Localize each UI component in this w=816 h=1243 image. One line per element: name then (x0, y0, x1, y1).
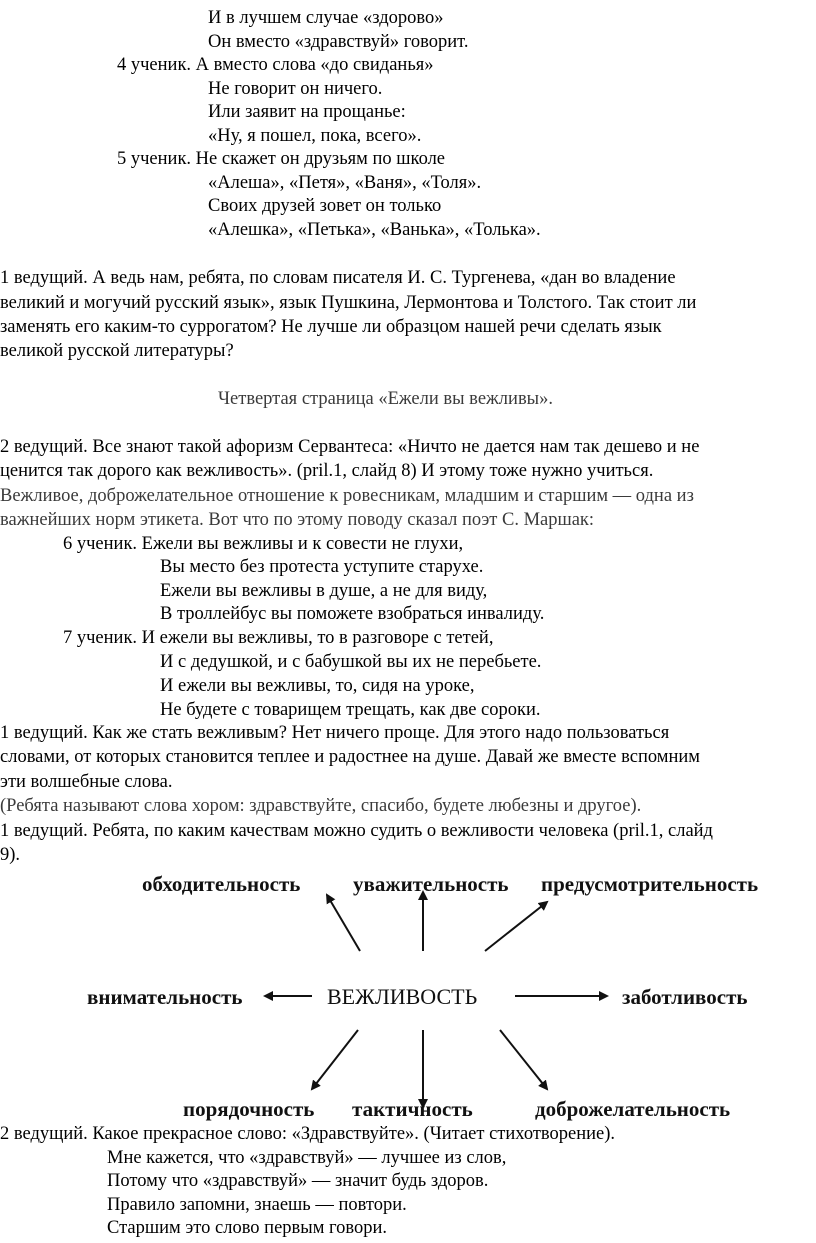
quality-label: порядочность (183, 1097, 315, 1121)
paragraph-line: великой русской литературы? (0, 341, 234, 361)
quality-label: уважительность (353, 872, 509, 896)
poem-line: Правило запомни, знаешь — повтори. (107, 1195, 407, 1215)
quality-label: тактичность (352, 1097, 473, 1121)
poem-line: Вы место без протеста уступите старухе. (160, 557, 484, 577)
section-title: Четвертая страница «Ежели вы вежливы». (218, 389, 553, 409)
politeness-diagram (0, 860, 816, 1125)
paragraph-line: словами, от которых становится теплее и радостнее на душе. Давай же вместе вспомним (0, 747, 700, 767)
poem-line: «Ну, я пошел, пока, всего». (208, 126, 422, 146)
poem-line: 7 ученик. И ежели вы вежливы, то в разговоре с тетей, (63, 628, 494, 648)
paragraph-line: 1 ведущий. Ребята, по каким качествам можно судить о вежливости человека (pril.1, слайд (0, 821, 713, 841)
arrow-bottom-left (312, 1030, 358, 1089)
quality-label: внимательность (87, 985, 243, 1009)
poem-line: «Алешка», «Петька», «Ванька», «Толька». (208, 220, 541, 240)
paragraph-line: 2 ведущий. Все знают такой афоризм Сервантеса: «Ничто не дается нам так дешево и не (0, 437, 700, 457)
arrow-bottom-right (500, 1030, 547, 1089)
paragraph-line: важнейших норм этикета. Вот что по этому поводу сказал поэт С. Маршак: (0, 510, 595, 530)
quality-label: доброжелательность (535, 1097, 731, 1121)
poem-line: Мне кажется, что «здравствуй» — лучшее из слов, (107, 1148, 507, 1168)
poem-line: Он вместо «здравствуй» говорит. (208, 32, 469, 52)
poem-line: Потому что «здравствуй» — значит будь здоров. (107, 1171, 489, 1191)
poem-line: И ежели вы вежливы, то, сидя на уроке, (160, 676, 475, 696)
poem-line: 5 ученик. Не скажет он друзьям по школе (117, 149, 446, 169)
paragraph-line: эти волшебные слова. (0, 772, 173, 792)
paragraph-line: заменять его каким-то суррогатом? Не лучше ли образцом нашей речи сделать язык (0, 317, 662, 337)
paragraph-line: Вежливое, доброжелательное отношение к ровесникам, младшим и старшим — одна из (0, 486, 694, 506)
poem-line: Или заявит на прощанье: (208, 102, 406, 122)
paragraph-line: (Ребята называют слова хором: здравствуйте, спасибо, будете любезны и другое). (0, 796, 642, 816)
poem-line: Не будете с товарищем трещать, как две сороки. (160, 700, 541, 720)
poem-line: И в лучшем случае «здорово» (208, 8, 444, 28)
quality-label: предусмотрительность (541, 872, 759, 896)
diagram-center-label: ВЕЖЛИВОСТЬ (327, 984, 478, 1009)
quality-label: заботливость (622, 985, 748, 1009)
arrow-top-left (327, 895, 360, 951)
paragraph-line: 9). (0, 845, 21, 865)
poem-line: 4 ученик. А вместо слова «до свиданья» (117, 55, 434, 75)
paragraph-line: ценится так дорого как вежливость». (pril.1, слайд 8) И этому тоже нужно учиться. (0, 461, 654, 481)
poem-line: Своих друзей зовет он только (208, 196, 442, 216)
arrow-top-right (485, 902, 547, 951)
poem-line: Не говорит он ничего. (208, 79, 383, 99)
poem-line: 6 ученик. Ежели вы вежливы и к совести не глухи, (63, 534, 464, 554)
paragraph-line: 1 ведущий. Как же стать вежливым? Нет ничего проще. Для этого надо пользоваться (0, 723, 670, 743)
paragraph-line: 1 ведущий. А ведь нам, ребята, по словам писателя И. С. Тургенева, «дан во владение (0, 268, 676, 288)
quality-label: обходительность (142, 872, 301, 896)
paragraph-line: великий и могучий русский язык», язык Пушкина, Лермонтова и Толстого. Так стоит ли (0, 293, 697, 313)
poem-line: И с дедушкой, и с бабушкой вы их не перебьете. (160, 652, 542, 672)
poem-line: Старшим это слово первым говори. (107, 1218, 388, 1238)
poem-line: Ежели вы вежливы в душе, а не для виду, (160, 581, 488, 601)
poem-line: «Алеша», «Петя», «Ваня», «Толя». (208, 173, 482, 193)
paragraph-line: 2 ведущий. Какое прекрасное слово: «Здравствуйте». (Читает стихотворение). (0, 1124, 616, 1144)
poem-line: В троллейбус вы поможете взобраться инвалиду. (160, 604, 545, 624)
